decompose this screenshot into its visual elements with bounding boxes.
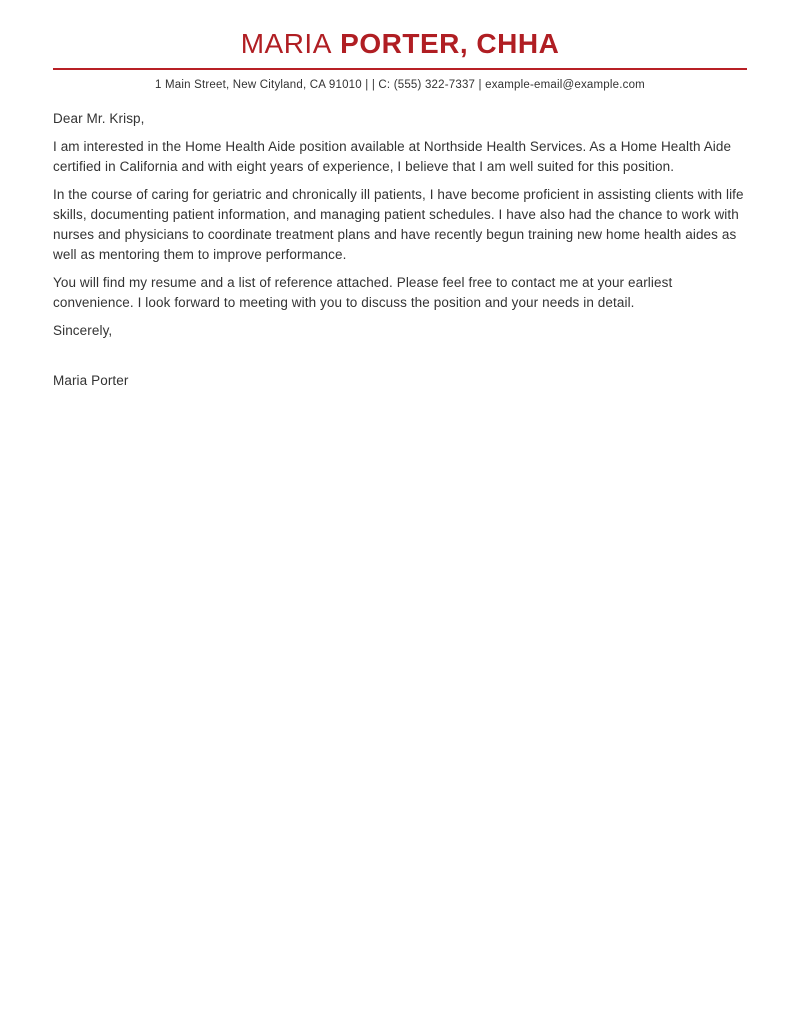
signature-name: Maria Porter xyxy=(53,373,129,389)
paragraph-introduction: I am interested in the Home Health Aide position available at Northside Health Services. As a Home Health Aide certified in California and with eight years of experience, I believe that I am well suited for this position. xyxy=(53,139,732,175)
paragraph-experience: In the course of caring for geriatric and chronically ill patients, I have become proficient in assisting clients with life skills, documenting patient information, and managing patient schedules. I have also had the chance to work with nurses and physicians to coordinate treatment plans and have recently begun training new home health aides as well as mentoring them to improve performance. xyxy=(53,187,744,263)
closing: Sincerely, xyxy=(53,323,113,339)
letter-header xyxy=(53,28,747,92)
header-divider xyxy=(53,68,747,70)
name-space xyxy=(332,28,340,59)
page-title xyxy=(53,28,747,60)
letter-body xyxy=(53,109,747,391)
contact-info-line: 1 Main Street, New Cityland, CA 91010 | | C: (555) 322-7337 | example-email@example.com xyxy=(155,79,645,92)
applicant-last-name-credential: PORTER, CHHA xyxy=(340,28,560,59)
paragraph-call-to-action: You will find my resume and a list of reference attached. Please feel free to contact me at your earliest convenience. I look forward to meeting with you to discuss the position and your needs in detail. xyxy=(53,275,673,311)
applicant-first-name: MARIA xyxy=(240,28,332,59)
letter-content xyxy=(0,0,800,391)
greeting: Dear Mr. Krisp, xyxy=(53,111,145,127)
